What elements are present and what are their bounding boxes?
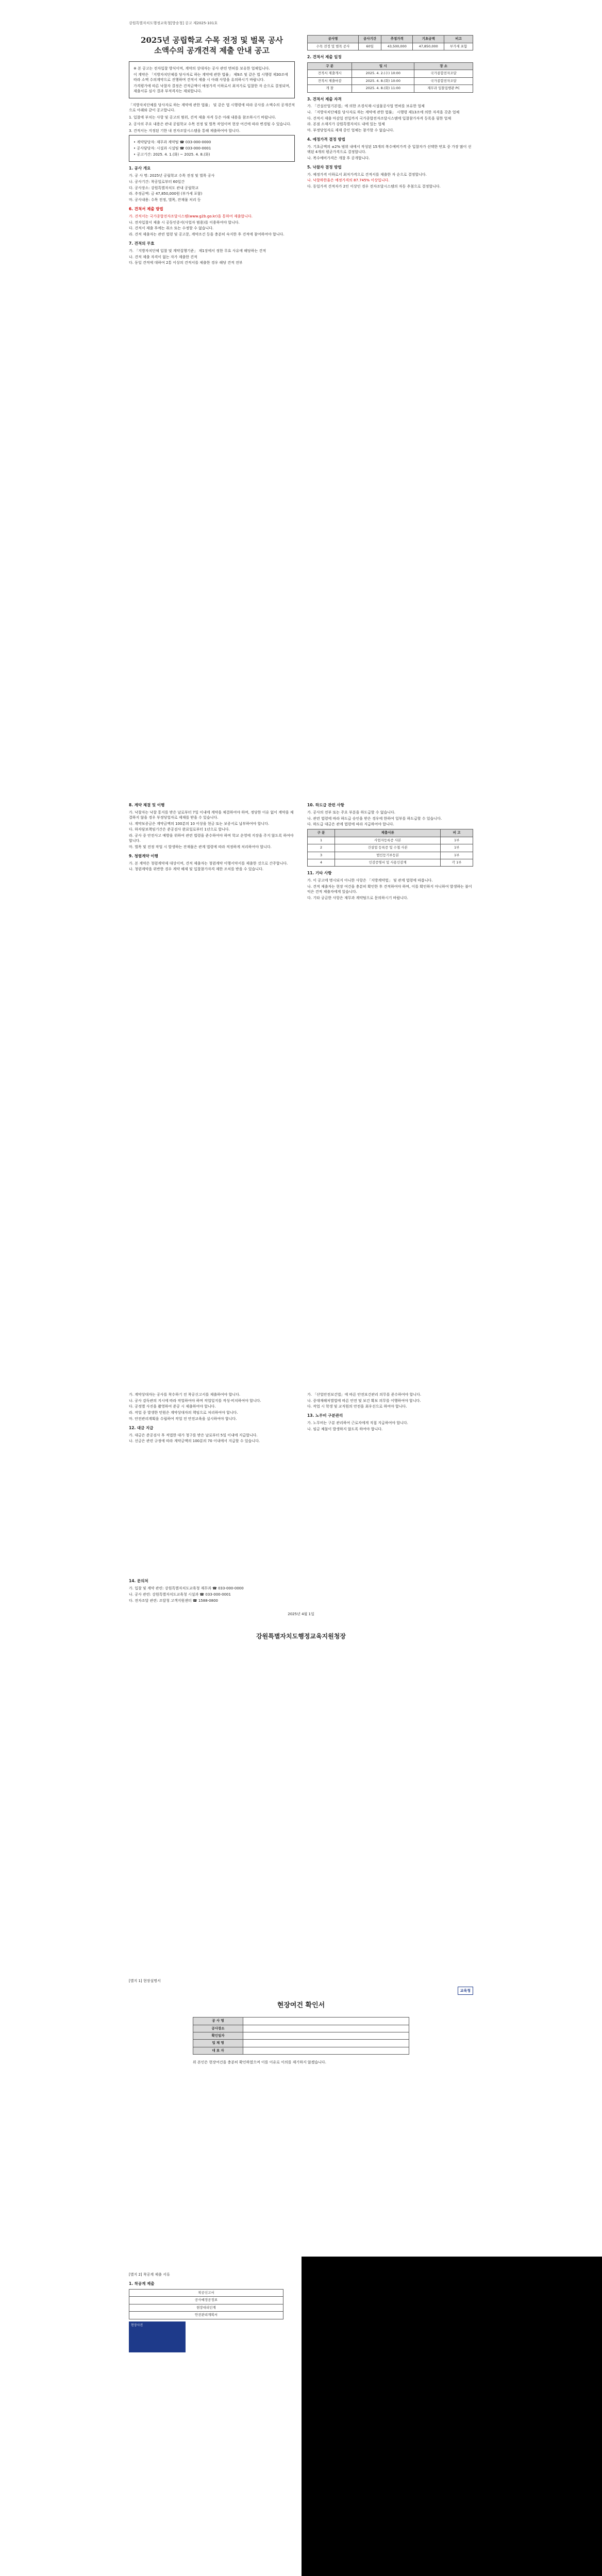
list-item: 가. 낙찰자는 낙찰 통지를 받은 날로부터 7일 이내에 계약을 체결하여야 하며, 정당한 이유 없이 계약을 체결하지 않을 경우 부정당업자로 제재를 받을 수 있습니다. [129, 810, 294, 820]
table-cell: 법인등기부등본 [335, 852, 441, 859]
table-row [129, 2297, 283, 2304]
list-item: 가. 「건설산업기본법」에 의한 조경식재·시설물공사업 면허를 보유한 업체 [307, 104, 425, 109]
section-title: 10. 하도급 관련 사항 [307, 803, 344, 807]
title-line-1: 2025년 공립학교 수목 전정 및 벌목 공사 [141, 36, 283, 45]
table-row [308, 844, 473, 852]
table-cell: 2025. 4. 8.(화) 11:00 [352, 85, 414, 92]
table-row [193, 2040, 409, 2047]
section-list [129, 214, 295, 237]
photo-caption: 현장사진 [131, 2323, 143, 2327]
table-cell: 3 [308, 852, 335, 859]
form-table [193, 2017, 409, 2055]
table-cell: 견적서 제출마감 [308, 77, 352, 84]
list-item: 가. 노무비는 구분 관리하여 근로자에게 직접 지급하여야 합니다. [307, 1421, 408, 1426]
table-header: 공사장소 [193, 2025, 243, 2032]
table-row [308, 837, 473, 844]
list-item: 나. 견적 제출자는 현장 여건을 충분히 확인한 후 견적하여야 하며, 이를 확인하지 아니하여 발생하는 불이익은 견적 제출자에게 있습니다. [307, 884, 472, 894]
table-cell[interactable] [243, 2040, 409, 2047]
section-list [129, 1586, 473, 1603]
list-item: 라. 견적 제출자는 관련 법령 및 공고문, 계약조건 등을 충분히 숙지한 후 견적에 참여하여야 합니다. [129, 232, 285, 236]
table-row [308, 43, 473, 50]
list-item: 가. 이 공고에 명시되지 아니한 사항은 「지방계약법」 및 관계 법령에 따릅니다. [307, 878, 433, 883]
list-item: 나. 「지방자치단체를 당사자로 하는 계약에 관한 법률」 시행령 제13조에 의한 자격을 갖춘 업체 [307, 110, 460, 115]
section-title: 1. 공사 개요 [129, 166, 151, 171]
commencement-box [129, 2281, 283, 2352]
table-header: 업 체 명 [193, 2040, 243, 2047]
section-title: 3. 견적서 제출 자격 [307, 96, 342, 101]
table-header: 기초금액 [413, 36, 444, 43]
form-label: [별지 1] 현장설명서 [129, 1979, 161, 1983]
table-cell: 안전관리계획서 [129, 2312, 283, 2319]
table-cell: 현장대리인계 [129, 2304, 283, 2311]
list-item: 라. 작업 중 발생한 민원은 계약상대자의 책임으로 처리하여야 합니다. [129, 1410, 238, 1415]
list-item: 가. 예정가격 이하로서 최저가격으로 견적서를 제출한 자 순으로 결정합니다. [307, 172, 427, 177]
table-header: 일 시 [352, 62, 414, 70]
section-list [307, 1420, 473, 1432]
list-item: 나. 관련 법령에 따라 하도급 승인을 받은 경우에 한하여 일부를 하도급할 수 있습니다. [307, 816, 442, 821]
table-row [308, 85, 473, 92]
list-item: 다. 기타 궁금한 사항은 재무과 계약팀으로 문의하시기 바랍니다. [307, 895, 408, 900]
list-item: 나. 임금 체불이 발생하지 않도록 하여야 합니다. [307, 1427, 383, 1431]
section-list [307, 1392, 473, 1409]
list-item: 다. 전자조달 관련: 조달청 고객지원센터 ☎ 1588-0800 [129, 1598, 218, 1603]
section-title: 8. 계약 체결 및 이행 [129, 803, 165, 807]
table-cell: 부가세 포함 [444, 43, 473, 50]
table-header: 비 고 [441, 829, 473, 837]
table-cell: 47,850,000 [413, 43, 444, 50]
list-item: 가. 공사의 전부 또는 주요 부분을 하도급할 수 없습니다. [307, 810, 396, 815]
table-cell: 4 [308, 859, 335, 866]
page-1 [0, 0, 602, 778]
table-row [193, 2032, 409, 2039]
list-item: 라. 공사 중 안전사고 예방을 위하여 관련 법령을 준수하여야 하며 학교 운영에 지장을 주지 않도록 하여야 합니다. [129, 833, 294, 843]
page3-left-column [129, 1391, 295, 1445]
page2-left-column [129, 799, 295, 902]
list-item: 나. 공사 관련: 강원특별자치도교육청 시설과 ☎ 033-000-0001 [129, 1592, 231, 1597]
schedule-table [307, 62, 473, 93]
table-row [308, 859, 473, 866]
form-note: 위 본인은 현장여건을 충분히 확인하였으며 이를 이유로 이의를 제기하지 않겠습니다. [193, 2060, 326, 2065]
table-row [308, 77, 473, 84]
list-item: 나. 전자입찰서 제출 시 공동인증서(사업자 범용)를 이용하여야 합니다. [129, 220, 240, 225]
redacted-area [302, 2257, 602, 2576]
issuer-name: 강원특별자치도행정교육지원청장 [256, 1632, 346, 1640]
table-header: 장 소 [414, 62, 473, 70]
list-item: 마. 공사내용: 수목 전정, 벌목, 잔재물 처리 등 [129, 197, 201, 202]
list-item: 나. 계약보증금은 계약금액의 100분의 10 이상을 현금 또는 보증서로 납부하여야 합니다. [129, 821, 270, 826]
table-cell: 1 [308, 837, 335, 844]
section-title: 12. 대금 지급 [129, 1425, 154, 1430]
table-header: 대 표 자 [193, 2047, 243, 2054]
notice-line: 이 계약은 「지방자치단체를 당사자로 하는 계약에 관한 법률」 제9조 및 같은 법 시행령 제30조에 따라 소액 수의계약으로 진행하며 견적서 제출 시 아래 사항을 유의하시기 바랍니다. [133, 72, 288, 82]
list-item: 라. 추정금액: 금 47,850,000원 (부가세 포함) [129, 192, 203, 196]
section-title: 11. 기타 사항 [307, 871, 332, 876]
table-row [193, 2018, 409, 2025]
section-list [129, 861, 295, 872]
intro-line: 1. 입찰에 부치는 사항 및 공고의 범위, 견적 제출 자격 등은 아래 내용을 참조하시기 바랍니다. [129, 115, 276, 120]
list-item: 다. 하도급 대금은 관계 법령에 따라 지급하여야 합니다. [307, 822, 394, 827]
header-note: 강원특별자치도행정교육청[방송청] 공고 제2025-101호 [129, 21, 218, 25]
table-cell: 국가종합전자조달 [414, 77, 473, 84]
table-cell: 사업자등록증 사본 [335, 837, 441, 844]
list-item: 다. 동일가격 견적자가 2인 이상인 경우 전자조달시스템의 자동 추첨으로 결정합니다. [307, 184, 441, 189]
contact-line: • 계약담당자: 재무과 계약팀 ☎ 033-000-0000 [133, 140, 211, 145]
contact-line: • 공사담당자: 시설과 시설팀 ☎ 033-000-0001 [133, 146, 211, 151]
table-cell: 2025. 4. 8.(화) 10:00 [352, 77, 414, 84]
list-item: 가. 입찰 및 계약 관련: 강원특별자치도교육청 재무과 ☎ 033-000-0000 [129, 1586, 244, 1591]
table-cell: 1부 [441, 852, 473, 859]
section-list [307, 144, 473, 161]
list-item: 나. 공사 감독관의 지시에 따라 작업하여야 하며 작업일지를 작성·비치하여야 합니다. [129, 1398, 261, 1403]
list-item: 나. 낙찰하한율은 예정가격의 87.745% 이상입니다. [307, 178, 390, 183]
notice-line: ※ 본 공고는 전자입찰 방식이며, 계약의 상대자는 공사 관련 면허를 보유한 업체입니다. [133, 66, 270, 71]
table-header: 추정가격 [381, 36, 413, 43]
list-item: 나. 청렴계약을 위반한 경우 계약 해제 및 입찰참가자격 제한 조치를 받을 수 있습니다. [129, 867, 264, 872]
table-header: 제출서류 [335, 829, 441, 837]
list-item: 가. 기초금액의 ±2% 범위 내에서 작성된 15개의 복수예비가격 중 입찰자가 선택한 번호 중 가장 많이 선택된 4개의 평균가격으로 결정합니다. [307, 145, 472, 155]
table-cell: 건설업 등록증 및 수첩 사본 [335, 844, 441, 852]
list-item: 가. 「지방자치단체 입찰 및 계약집행기준」 제1장에서 정한 무효 사유에 해당하는 견적 [129, 248, 266, 253]
notice-box [129, 61, 295, 99]
document-title [129, 35, 295, 56]
intro-line: 3. 견적서는 지정된 기한 내 전자조달시스템을 통해 제출하여야 합니다. [129, 128, 241, 133]
table-cell[interactable] [243, 2025, 409, 2032]
list-item: 나. 공사기간: 착공일로부터 60일간 [129, 179, 185, 184]
page1-left-column [129, 33, 295, 266]
table-cell: 2 [308, 844, 335, 852]
contact-section [129, 1579, 473, 1641]
section-list [307, 878, 473, 901]
section-list [307, 810, 473, 827]
section-list [307, 104, 473, 133]
table-header: 공 사 명 [193, 2018, 243, 2025]
table-row [193, 2025, 409, 2032]
list-item: 라. 본점 소재지가 강원특별자치도 내에 있는 업체 [307, 122, 385, 127]
table-row [308, 852, 473, 859]
list-item: 가. 대금은 준공검사 후 적법한 대가 청구를 받은 날로부터 5일 이내에 지급합니다. [129, 1433, 258, 1437]
section-list [307, 172, 473, 189]
section-title: 4. 예정가격 결정 방법 [307, 137, 345, 142]
intro-line: 「지방자치단체를 당사자로 하는 계약에 관한 법률」 및 같은 법 시행령에 따라 공사를 소액수의 공개견적으로 아래와 같이 공고합니다. [129, 103, 295, 113]
section-title: 14. 문의처 [129, 1579, 148, 1584]
section-title: 7. 견적의 무효 [129, 241, 155, 246]
table-cell: 국가종합전자조달 [414, 70, 473, 77]
list-item: 다. 동일 견적에 대하여 2통 이상의 견적서를 제출한 경우 해당 견적 전부 [129, 261, 243, 265]
section-list [129, 248, 295, 265]
list-item: 다. 작업 시 학생 및 교직원의 안전을 최우선으로 하여야 합니다. [307, 1404, 407, 1409]
page-4 [0, 1958, 602, 2251]
section-list [129, 1392, 295, 1421]
section-title: 1. 착공계 제출 [129, 2281, 155, 2286]
list-item: 나. 복수예비가격은 개찰 후 공개합니다. [307, 156, 370, 160]
table-row [129, 2304, 283, 2311]
table-cell: 43,500,000 [381, 43, 413, 50]
list-item: 다. 공정별 사진을 촬영하여 준공 시 제출하여야 합니다. [129, 1404, 216, 1409]
page-3 [0, 1370, 602, 1958]
table-header: 비고 [444, 36, 473, 43]
table-cell: 각 1부 [441, 859, 473, 866]
table-cell: 1부 [441, 837, 473, 844]
table-cell: 인감증명서 및 사용인감계 [335, 859, 441, 866]
table-cell: 착공신고서 [129, 2290, 283, 2297]
table-header: 구 분 [308, 829, 335, 837]
table-cell: 견적서 제출개시 [308, 70, 352, 77]
form-label: [별지 2] 착공계 제출 서류 [129, 2273, 170, 2277]
page-2 [0, 778, 602, 1370]
list-item: 가. 계약상대자는 공사를 착수하기 전 착공신고서를 제출하여야 합니다. [129, 1393, 241, 1397]
list-item: 다. 견적서 제출 후에는 취소 또는 수정할 수 없습니다. [129, 226, 214, 231]
table-row [193, 2047, 409, 2054]
list-item: 마. 안전관리계획을 수립하여 작업 전 안전교육을 실시하여야 합니다. [129, 1416, 237, 1421]
section-list [129, 810, 295, 850]
table-cell[interactable] [243, 2032, 409, 2039]
page2-right-column [307, 799, 473, 902]
list-item: 나. 견적 제출 자격이 없는 자가 제출한 견적 [129, 255, 197, 259]
table-cell: 수목 전정 및 벌목 공사 [308, 43, 359, 50]
page1-right-column [307, 33, 473, 266]
table-row [129, 2312, 283, 2319]
list-item: 가. 공 사 명: 2025년 공립학교 수목 전정 및 벌목 공사 [129, 174, 215, 178]
table-row [129, 2290, 283, 2297]
contact-box [129, 135, 295, 162]
section-title: 6. 견적서 제출 방법 [129, 207, 163, 212]
list-item: 나. 선금은 관련 규정에 따라 계약금액의 100분의 70 이내에서 지급할 수 있습니다. [129, 1439, 260, 1444]
section-title: 5. 낙찰자 결정 방법 [307, 164, 342, 170]
intro-line: 2. 공사의 주요 내용은 관내 공립학교 수목 전정 및 벌목 작업이며 현장 여건에 따라 변경될 수 있습니다. [129, 122, 291, 126]
table-header: 확인일자 [193, 2032, 243, 2039]
documents-table [307, 829, 473, 867]
table-cell: 개 찰 [308, 85, 352, 92]
title-line-2: 소액수의 공개견적 제출 안내 공고 [154, 46, 270, 56]
project-table [307, 35, 473, 50]
contact-line: • 공고기간: 2025. 4. 1.(화) ~ 2025. 4. 8.(화) [133, 152, 210, 157]
table-header: 공사기간 [358, 36, 381, 43]
logo: 교육청 [458, 1987, 473, 1995]
section-title: 9. 청렴계약 이행 [129, 853, 158, 858]
page3-right-column [307, 1391, 473, 1445]
list-item: 다. 견적서 제출 마감일 전일까지 국가종합전자조달시스템에 입찰참가자격 등록을 필한 업체 [307, 116, 452, 121]
list-item: 가. 「산업안전보건법」에 따른 안전보건관리 의무를 준수하여야 합니다. [307, 1393, 422, 1397]
table-cell: 60일 [358, 43, 381, 50]
list-item: 마. 부정당업자로 제재 중인 업체는 참가할 수 없습니다. [307, 128, 394, 132]
table-cell: 2025. 4. 2.(수) 10:00 [352, 70, 414, 77]
section-title: 13. 노무비 구분관리 [307, 1413, 343, 1418]
notice-line: 가격평가에 따른 낙찰자 결정은 견적금액이 예정가격 이하로서 최저가로 입찰한 자 순으로 결정되며, 제출서류 심사 결과 부적격자는 제외합니다. [133, 84, 290, 94]
table-cell[interactable] [243, 2018, 409, 2025]
list-item: 가. 견적서는 국가종합전자조달시스템(www.g2b.go.kr)을 통하여 제출합니다. [129, 214, 253, 218]
notice-date: 2025년 4월 1일 [288, 1612, 314, 1616]
section-list [129, 173, 295, 202]
list-item: 마. 벌목 및 전정 작업 시 발생하는 잔재물은 관계 법령에 따라 적정하게 처리하여야 합니다. [129, 844, 272, 849]
table-cell: 공사예정공정표 [129, 2297, 283, 2304]
list-item: 다. 공사장소: 강원특별자치도 관내 공립학교 [129, 185, 199, 190]
list-item: 나. 중대재해처벌법에 따른 안전 및 보건 확보 의무를 이행하여야 합니다. [307, 1398, 421, 1403]
table-row [308, 70, 473, 77]
list-item: 다. 하자담보책임기간은 준공검사 완료일로부터 1년으로 합니다. [129, 827, 230, 832]
photo-placeholder [129, 2321, 186, 2352]
table-cell[interactable] [243, 2047, 409, 2054]
section-title: 2. 견적서 제출 일정 [307, 54, 342, 59]
form-title: 현장여건 확인서 [277, 2002, 325, 2010]
table-header: 공사명 [308, 36, 359, 43]
table-cell: 재무과 입찰집행관 PC [414, 85, 473, 92]
commencement-table [129, 2289, 283, 2319]
section-list [129, 1433, 295, 1444]
table-cell: 1부 [441, 844, 473, 852]
table-header: 구 분 [308, 62, 352, 70]
list-item: 가. 본 계약은 청렴계약제 대상이며, 견적 제출자는 청렴계약 이행서약서를 제출한 것으로 간주합니다. [129, 861, 288, 866]
